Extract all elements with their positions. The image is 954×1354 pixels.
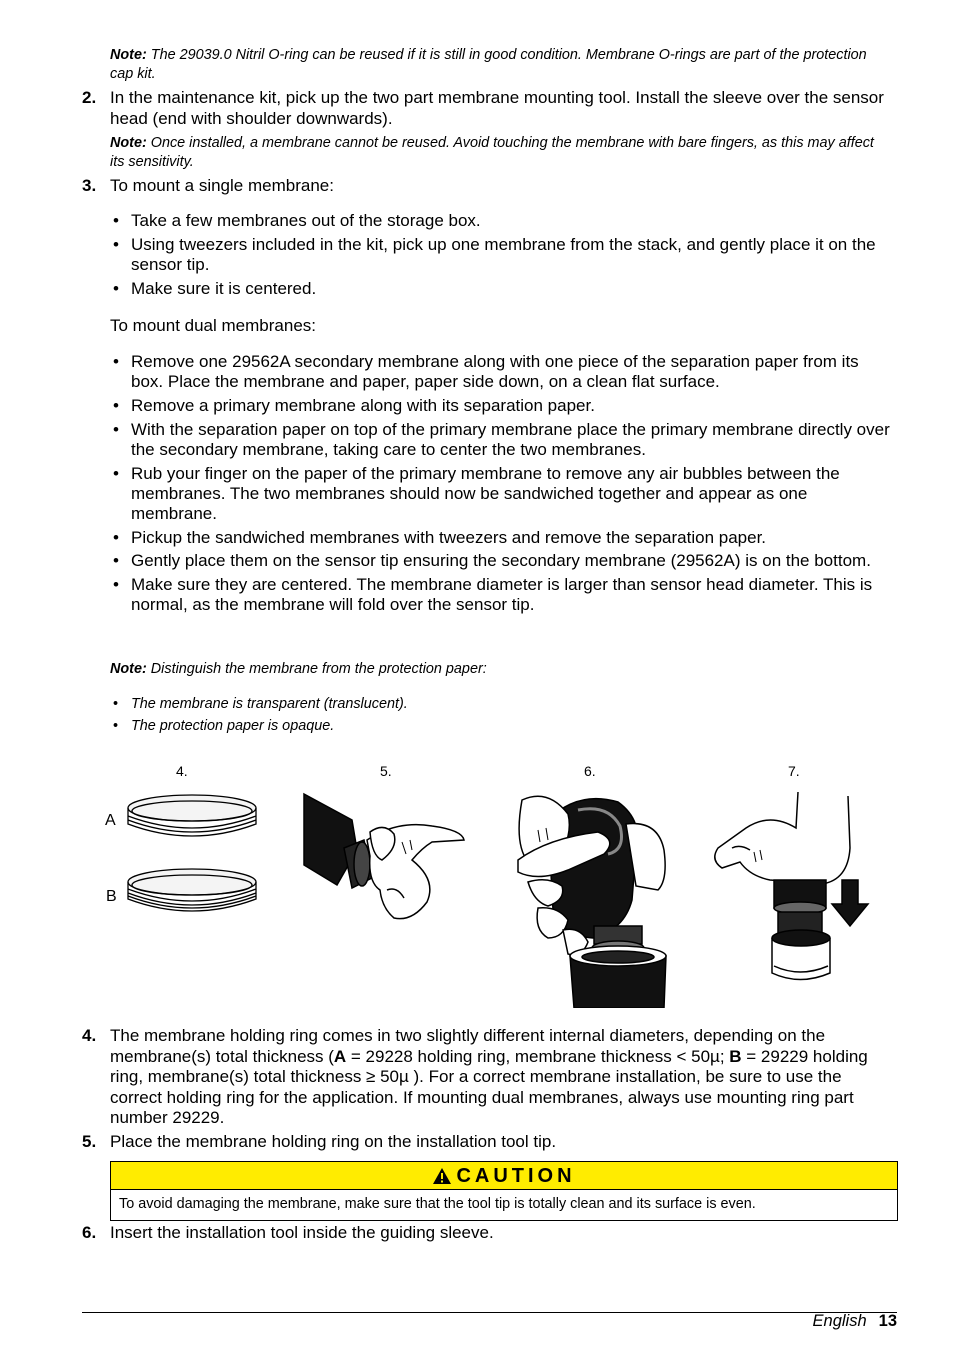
step-number: 5. — [82, 1132, 97, 1151]
figure-label-4: 4. — [176, 763, 188, 779]
step-number: 4. — [82, 1026, 97, 1045]
holding-rings-illustration — [120, 788, 270, 928]
figure-label-5: 5. — [380, 763, 392, 779]
step-text-part: The membrane holding ring comes in two slightly different internal diameters, depending on the membrane(s) total thickness ( — [110, 1026, 826, 1066]
step-text: Place the membrane holding ring on the installation tool tip. — [110, 1132, 557, 1151]
caution-header — [111, 1162, 897, 1190]
dual-membrane-intro: To mount dual membranes: — [110, 316, 316, 335]
note-label: Note: — [110, 47, 147, 63]
step-number: 3. — [82, 176, 97, 195]
step-number: 2. — [82, 88, 97, 107]
dual-membrane-list — [110, 352, 895, 619]
note-membrane-reuse — [110, 134, 890, 172]
step-6 — [82, 1223, 897, 1244]
ring-label-a: A — [105, 812, 116, 829]
list-item: • Make sure it is centered. — [110, 279, 895, 299]
note-oring — [110, 46, 890, 84]
list-item: • Take a few membranes out of the storage box. — [110, 211, 895, 231]
list-item: • Gently place them on the sensor tip ensuring the secondary membrane (29562A) is on the bottom. — [110, 551, 895, 571]
warning-triangle-icon — [432, 1167, 452, 1185]
list-item: • Make sure they are centered. The membrane diameter is larger than sensor head diameter. This is normal, as the membrane will fold over the sensor tip. — [110, 575, 895, 615]
ring-b-ref: B — [729, 1046, 742, 1066]
figure-label-6: 6. — [584, 763, 596, 779]
step-text — [110, 1026, 897, 1129]
note-text: Once installed, a membrane cannot be reused. Avoid touching the membrane with bare fingers, as this may affect its sensitivity. — [110, 135, 874, 170]
note-label: Note: — [110, 661, 147, 677]
note-text: Distinguish the membrane from the protection paper: — [146, 661, 487, 677]
page-number: 13 — [878, 1312, 897, 1330]
list-item: • Remove a primary membrane along with its separation paper. — [110, 396, 895, 416]
caution-text: To avoid damaging the membrane, make sure that the tool tip is totally clean and its surface is even. — [119, 1196, 756, 1212]
step-text: Insert the installation tool inside the guiding sleeve. — [110, 1223, 494, 1242]
step-3 — [82, 176, 897, 197]
step-text: In the maintenance kit, pick up the two part membrane mounting tool. Install the sleeve over the sensor head (end with shoulder downwards). — [110, 88, 884, 128]
sleeve-insertion-illustration — [508, 790, 673, 1008]
ring-label-b: B — [106, 888, 117, 905]
footer-language: English — [812, 1312, 867, 1330]
step-text-part: = 29228 holding ring, membrane thickness < 50µ; — [346, 1046, 730, 1066]
push-down-illustration — [710, 788, 870, 988]
note-label: Note: — [110, 135, 147, 151]
caution-title: CAUTION — [456, 1165, 576, 1187]
step-text-part: = 29229 holding ring, membrane(s) total thickness ≥ 50µ ). For a correct membrane installation, be sure to use the correct holding ring for the application. If mounting dual membranes, always use mounting ring part number 29229. — [110, 1046, 868, 1127]
list-item: • The protection paper is opaque. — [110, 716, 895, 738]
step-number: 6. — [82, 1223, 97, 1242]
page-footer — [813, 1312, 897, 1331]
list-item: • Pickup the sandwiched membranes with tweezers and remove the separation paper. — [110, 528, 895, 548]
ring-a-ref: A — [333, 1046, 347, 1066]
note-distinguish — [110, 660, 890, 679]
footer-divider — [82, 1312, 897, 1313]
step-5 — [82, 1132, 897, 1153]
list-item: • The membrane is transparent (translucent). — [110, 694, 895, 716]
single-membrane-list — [110, 211, 895, 302]
note-bullet-list — [110, 694, 895, 737]
step-text: To mount a single membrane: — [110, 176, 334, 195]
step-4 — [82, 1026, 897, 1129]
step-2 — [82, 88, 897, 129]
caution-box — [110, 1161, 898, 1221]
note-text: The 29039.0 Nitril O-ring can be reused if it is still in good condition. Membrane O-rings are part of the protection cap kit. — [110, 47, 867, 82]
list-item: • Remove one 29562A secondary membrane along with one piece of the separation paper from its box. Place the membrane and paper, paper side down, on a clean flat surface. — [110, 352, 895, 392]
tool-tip-illustration — [302, 790, 472, 925]
list-item: • Using tweezers included in the kit, pick up one membrane from the stack, and gently place it on the sensor tip. — [110, 235, 895, 275]
figure-label-7: 7. — [788, 763, 800, 779]
list-item: • With the separation paper on top of the primary membrane place the primary membrane directly over the secondary membrane, taking care to center the two membranes. — [110, 420, 895, 460]
list-item: • Rub your finger on the paper of the primary membrane to remove any air bubbles between the membranes. The two membranes should now be sandwiched together and appear as one membrane. — [110, 464, 895, 525]
